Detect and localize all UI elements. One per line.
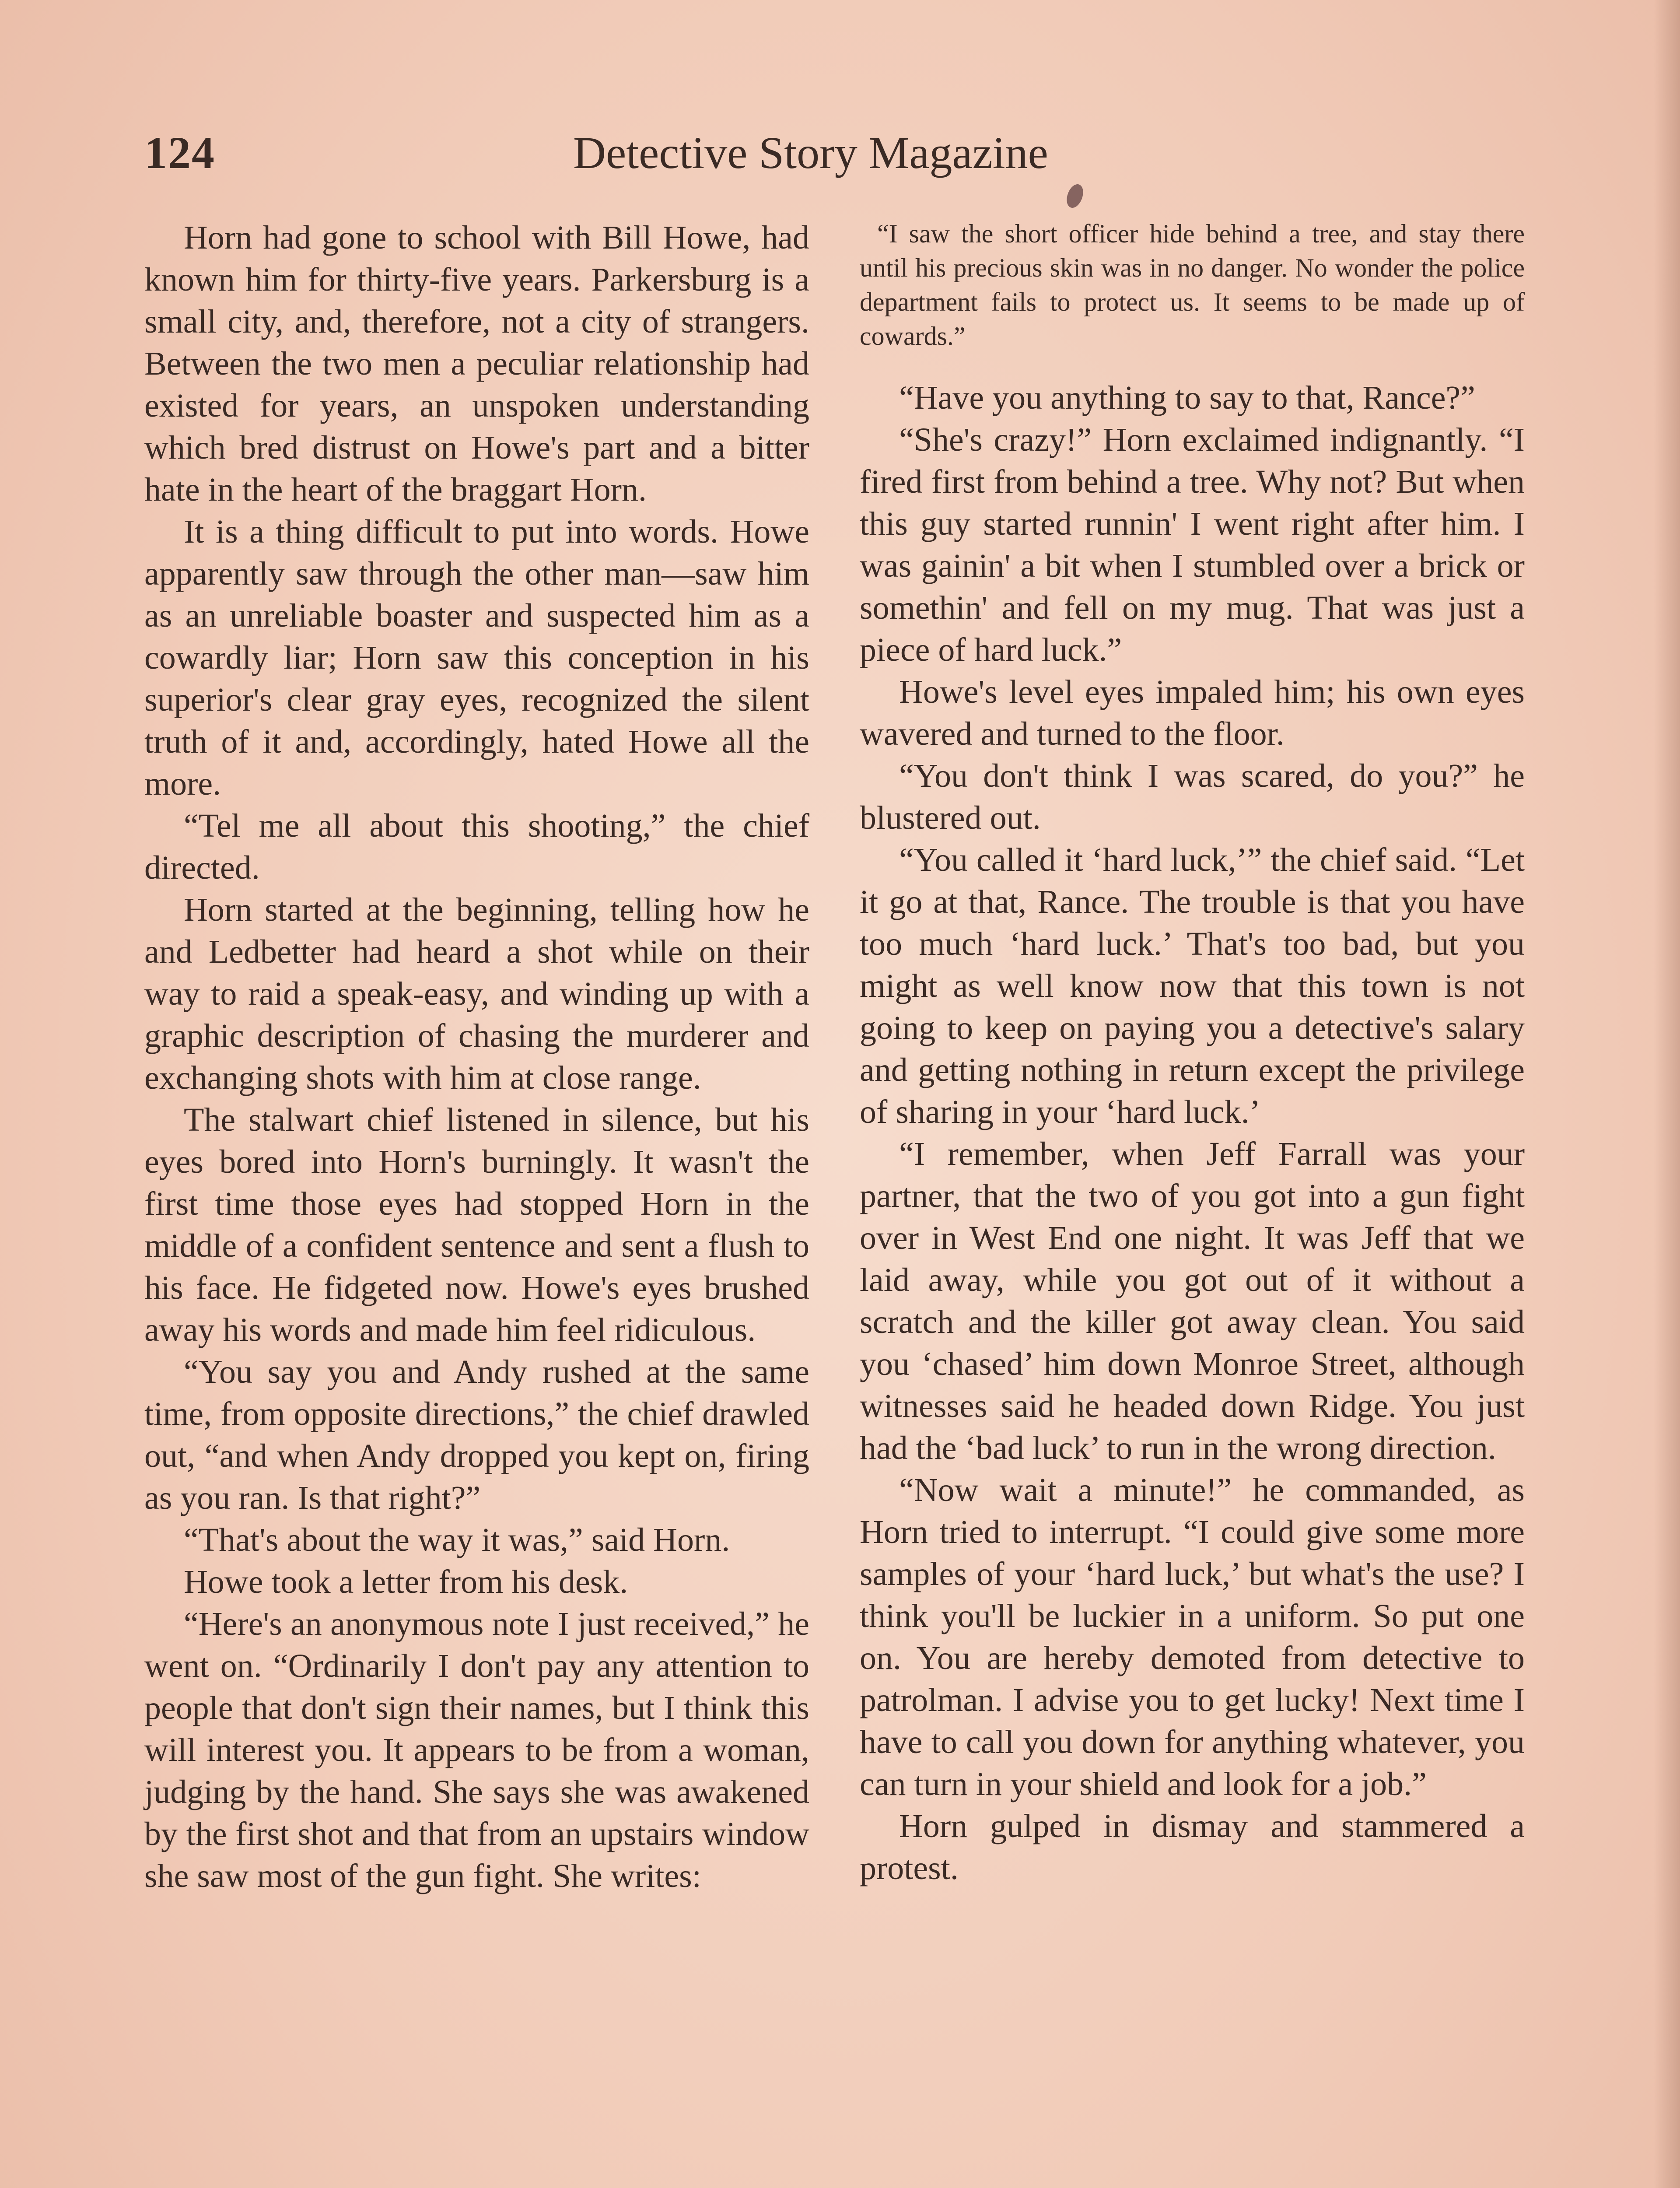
paragraph: It is a thing difficult to put into words. Howe apparently saw through the other man—saw him as an unreliable boaster and suspected him as a cowardly liar; Horn saw this conception in his superior's clear gray eyes, recognized the silent truth of it and, accordingly, hated Howe all the more.: [144, 513, 809, 802]
left-column: [144, 217, 809, 1897]
paragraph: Howe took a letter from his desk.: [184, 1564, 628, 1600]
paragraph: “Tel me all about this shooting,” the chief directed.: [144, 807, 809, 886]
running-title: Detective Story Magazine: [573, 128, 1048, 178]
paragraph: “Have you anything to say to that, Rance?”: [899, 379, 1475, 416]
paragraph: “Now wait a minute!” he commanded, as Horn tried to interrupt. “I could give some more samples of your ‘hard luck,’ but what's the use? I think you'll be luckier in a uniform. So put one on. You are hereby demoted from detective to patrolman. I advise you to get lucky! Next time I have to call you down for anything whatever, you can turn in your shield and look for a job.”: [860, 1472, 1525, 1802]
paragraph: “That's about the way it was,” said Horn.: [184, 1522, 730, 1558]
paragraph: “Here's an anonymous note I just received,” he went on. “Ordinarily I don't pay any attention to people that don't sign their names, but I think this will interest you. It appears to be from a woman, judging by the hand. She says she was awakened by the first shot and that from an upstairs window she saw most of the gun fight. She writes:: [144, 1606, 809, 1894]
right-column: [860, 217, 1525, 1889]
paragraph: Horn started at the beginning, telling how he and Ledbetter had heard a shot while on their way to raid a speak-easy, and winding up with a graphic description of chasing the murderer and exchanging shots with him at close range.: [144, 891, 809, 1096]
page-header: [144, 127, 1120, 193]
paragraph: “You called it ‘hard luck,’” the chief said. “Let it go at that, Rance. The trouble is that you have too much ‘hard luck.’ That's too bad, but you might as well know now that this town is not going to keep on paying you a detective's salary and getting nothing in return except the privilege of sharing in your ‘hard luck.’: [860, 842, 1525, 1130]
paragraph: “I remember, when Jeff Farrall was your partner, that the two of you got into a gun fight over in West End one night. It was Jeff that we laid away, while you got out of it without a scratch and the killer got away clean. You said you ‘chased’ him down Monroe Street, although witnesses said he headed down Ridge. You just had the ‘bad luck’ to run in the wrong direction.: [860, 1136, 1525, 1466]
paragraph: Howe's level eyes impaled him; his own eyes wavered and turned to the floor.: [860, 673, 1525, 752]
page-edge-shadow: [1654, 0, 1680, 2188]
paragraph: Horn had gone to school with Bill Howe, had known him for thirty-five years. Parkersburg is a small city, and, therefore, not a city of strangers. Between the two men a peculiar relationship had existed for years, an unspoken understanding which bred distrust on Howe's part and a bitter hate in the heart of the braggart Horn.: [144, 219, 809, 508]
page-number: 124: [144, 128, 215, 178]
paragraph: Horn gulped in dismay and stammered a protest.: [860, 1808, 1525, 1886]
paragraph: “She's crazy!” Horn exclaimed indignantly. “I fired first from behind a tree. Why not? But when this guy started runnin' I went right after him. I was gainin' a bit when I stumbled over a brick or somethin' and fell on my mug. That was just a piece of hard luck.”: [860, 421, 1525, 668]
paragraph: “You say you and Andy rushed at the same time, from opposite directions,” the chief drawled out, “and when Andy dropped you kept on, firing as you ran. Is that right?”: [144, 1353, 809, 1516]
paragraph: “You don't think I was scared, do you?” he blustered out.: [860, 757, 1525, 836]
paragraph: The stalwart chief listened in silence, but his eyes bored into Horn's burningly. It wasn't the first time those eyes had stopped Horn in the middle of a confident sentence and sent a flush to his face. He fidgeted now. Howe's eyes brushed away his words and made him feel ridiculous.: [144, 1101, 809, 1348]
letter-quote: “I saw the short officer hide behind a tree, and stay there until his precious skin was in no danger. No wonder the police department fails to protect us. It seems to be made up of cowards.”: [860, 219, 1525, 351]
